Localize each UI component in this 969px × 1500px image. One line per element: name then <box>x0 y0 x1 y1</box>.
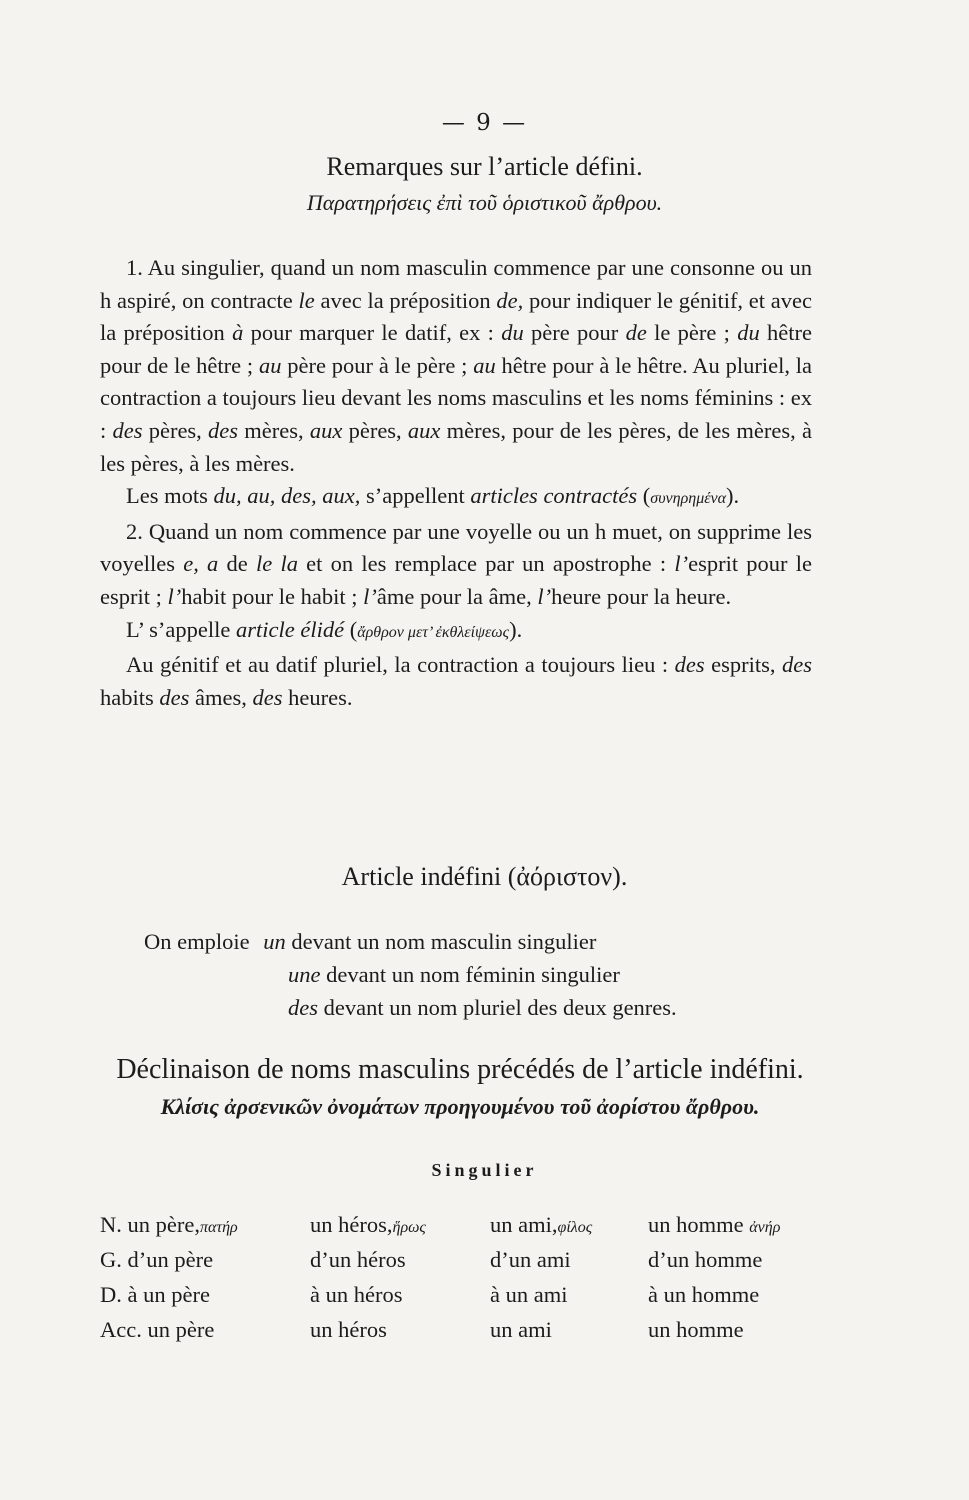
italic-term: des <box>159 684 190 710</box>
section-greek-title-declension: Κλίσις ἀρσενικῶν ὀνομάτων προηγουμένου τοῦ ἀορίστου ἄρθρου. <box>160 1094 760 1119</box>
text-run: 2. Quand un nom commence par une voyelle ou un h muet, on supprime les voyelles <box>100 518 812 577</box>
italic-term: à <box>232 320 244 346</box>
text-run: habit pour le habit ; <box>181 583 364 609</box>
table-cell: à un héros <box>310 1281 403 1307</box>
italic-term: des <box>674 652 705 678</box>
remarks-body <box>100 252 812 714</box>
italic-term: article élidé <box>235 616 345 642</box>
section-greek-title-definite-article: Παρατηρήσεις ἐπὶ τοῦ ὁριστικοῦ ἄρθρου. <box>306 190 663 215</box>
table-cell: D. à un père <box>100 1281 210 1307</box>
italic-term: l’ <box>674 551 689 577</box>
section-title-definite-article: Remarques sur l’article défini. <box>326 152 643 181</box>
italic-term: du <box>737 320 760 346</box>
italic-term: articles contractés <box>470 483 638 509</box>
text-run: Au génitif et au datif pluriel, la contraction a toujours lieu : <box>126 652 675 678</box>
table-cell: un héros <box>310 1316 387 1342</box>
italic-term: des <box>208 417 239 443</box>
use-line-des <box>144 991 677 1024</box>
text-run: avec la préposition <box>314 287 497 313</box>
table-cell: G. d’un père <box>100 1246 214 1272</box>
table-row <box>100 1277 828 1312</box>
page-number: — 9 — <box>441 110 528 136</box>
table-row <box>100 1242 828 1277</box>
use-word: un <box>263 929 286 954</box>
table-cell: N. un père,πατήρ <box>100 1211 238 1237</box>
table-row <box>100 1207 828 1242</box>
number-subtitle-singular: Singulier <box>431 1160 538 1180</box>
use-rest: devant un nom féminin singulier <box>320 962 620 987</box>
greek-term: συνηρημένα <box>650 490 727 508</box>
italic-term: l’ <box>537 583 552 609</box>
table-cell: à un ami <box>490 1281 568 1307</box>
text-run: hêtre pour à le hêtre. Au pluriel, la contraction a toujours lieu devant les noms masculins et les noms féminins : ex : <box>100 352 813 443</box>
text-run: esprit pour le esprit ; <box>100 551 812 609</box>
text-run: ). <box>726 483 740 509</box>
text-run: Les mots <box>126 483 214 509</box>
greek-term: ἄρθρον μετ’ ἐκθλείψεως <box>357 623 510 641</box>
italic-term: au <box>473 352 496 378</box>
text-run: pour indiquer le génitif, et avec la préposition <box>100 287 812 346</box>
remark-paragraph-1 <box>100 252 812 480</box>
text-run: 1. Au singulier, quand un nom masculin commence par une consonne ou un h aspiré, on contracte <box>100 255 812 313</box>
text-run: esprits, <box>704 652 783 678</box>
text-run: ). <box>509 616 523 642</box>
text-run: âme pour la âme, <box>376 583 538 609</box>
section-title-indefinite-article: Article indéfini (ἀόριστον). <box>341 862 628 891</box>
italic-term: du, au, des, aux, <box>213 483 361 509</box>
text-run: mères, <box>238 417 310 443</box>
table-cell: d’un héros <box>310 1246 406 1272</box>
text-run: ( <box>344 616 358 642</box>
table-cell: un ami <box>490 1316 552 1342</box>
text-run: père pour <box>523 320 626 346</box>
use-word: une <box>288 962 321 987</box>
use-intro: On emploie <box>144 929 250 954</box>
table-row <box>100 1312 828 1347</box>
italic-term: aux <box>407 417 441 443</box>
text-run: hêtre pour de le hêtre ; <box>100 320 812 378</box>
use-line-une <box>144 958 677 991</box>
table-cell: un ami,φίλος <box>490 1211 593 1237</box>
text-run: habits <box>100 684 160 710</box>
italic-term: au <box>258 352 282 378</box>
text-run: heure pour la heure. <box>551 583 732 609</box>
table-cell: d’un homme <box>648 1246 763 1272</box>
table-cell: Acc. un père <box>100 1316 215 1342</box>
text-run: L’ s’appelle <box>126 616 236 642</box>
text-run: le père ; <box>646 320 738 346</box>
use-word: des <box>288 995 318 1020</box>
table-cell: un homme ἀνήρ <box>648 1211 781 1237</box>
use-rest: devant un nom pluriel des deux genres. <box>318 995 677 1020</box>
table-cell: d’un ami <box>490 1246 571 1272</box>
italic-term: du <box>501 320 524 346</box>
text-run: et on les remplace par un apostrophe : <box>297 551 675 577</box>
italic-term: le <box>298 287 315 313</box>
italic-term: l’ <box>167 583 182 609</box>
text-run: s’appellent <box>360 483 471 509</box>
text-run: de <box>218 551 256 577</box>
italic-term: l’ <box>363 583 377 609</box>
text-run: mères, pour de les pères, de les mères, à les pères, à les mères. <box>100 417 812 476</box>
indefinite-article-uses <box>144 925 677 1024</box>
italic-term: aux <box>309 417 343 443</box>
text-run: âmes, <box>189 684 253 710</box>
remark-paragraph-4 <box>100 614 812 650</box>
italic-term: des <box>782 652 813 678</box>
text-run: heures. <box>282 684 353 710</box>
table-cell: à un homme <box>648 1281 760 1307</box>
italic-term: e, a <box>183 551 219 577</box>
italic-term: le la <box>255 551 298 577</box>
remark-paragraph-2 <box>100 480 812 516</box>
text-run: ( <box>637 483 651 509</box>
text-run: pères, <box>342 417 408 443</box>
use-line-un <box>144 925 677 958</box>
declension-table <box>100 1207 828 1347</box>
italic-term: des <box>252 684 283 710</box>
text-run: pères, <box>142 417 209 443</box>
use-rest: devant un nom masculin singulier <box>285 929 597 954</box>
section-title-declension: Déclinaison de noms masculins précédés de l’article indéfini. <box>116 1054 804 1085</box>
italic-term: de <box>625 320 647 346</box>
text-run: pour marquer le datif, ex : <box>243 320 502 346</box>
remark-paragraph-5 <box>100 649 812 714</box>
italic-term: de, <box>496 287 524 313</box>
table-cell: un héros,ἥρως <box>310 1211 426 1237</box>
italic-term: des <box>112 417 143 443</box>
table-cell: un homme <box>648 1316 744 1342</box>
remark-paragraph-3 <box>100 516 812 614</box>
text-run: père pour à le père ; <box>281 352 474 378</box>
